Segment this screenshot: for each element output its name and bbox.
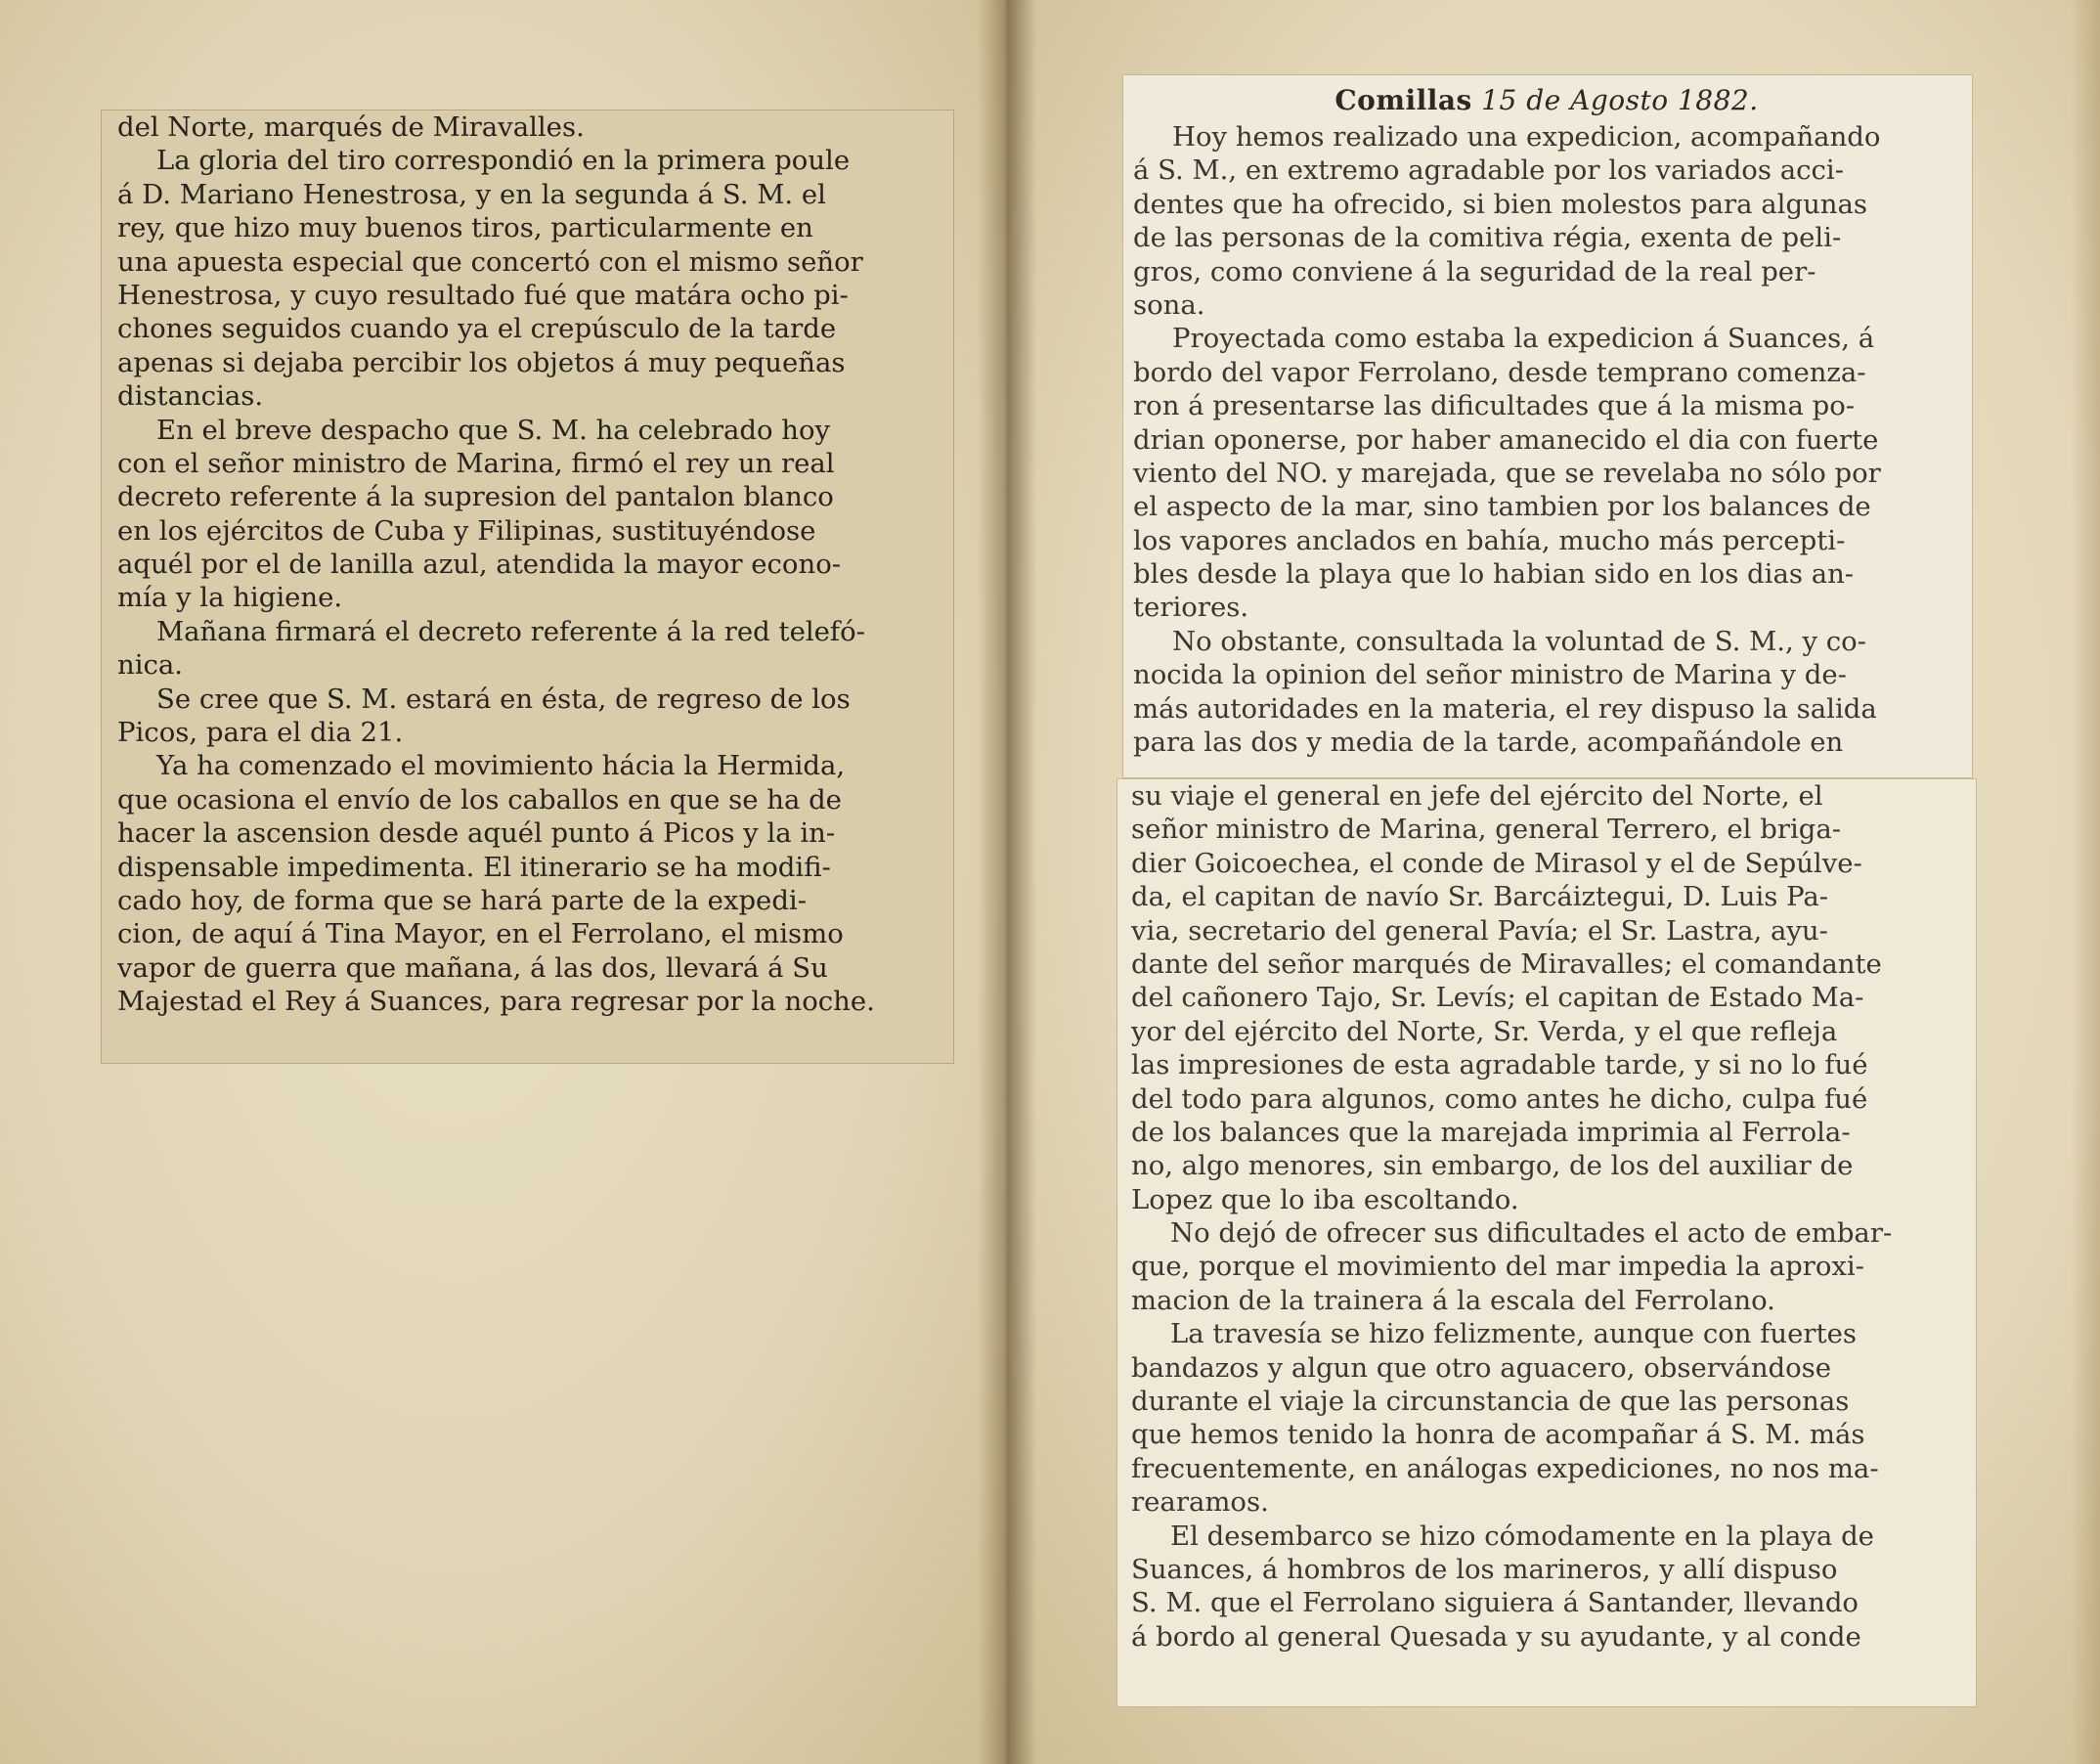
text-line: para las dos y media de la tarde, acompañándole en bbox=[1133, 727, 1844, 759]
text-line: La gloria del tiro correspondió en la primera poule bbox=[156, 145, 851, 177]
dateline bbox=[1133, 81, 1960, 120]
book-gutter bbox=[978, 0, 1036, 1764]
text-line: con el señor ministro de Marina, firmó el rey un real bbox=[117, 447, 835, 479]
text-line: una apuesta especial que concertó con el mismo señor bbox=[117, 245, 863, 278]
text-line: Ya ha comenzado el movimiento hácia la Hermida, bbox=[156, 750, 846, 782]
text-line: ron á presentarse las dificultades que á la misma po- bbox=[1133, 390, 1856, 422]
text-line: que ocasiona el envío de los caballos en que se ha de bbox=[117, 783, 842, 816]
text-line: teriores. bbox=[1133, 592, 1249, 624]
text-line: del cañonero Tajo, Sr. Levís; el capitan de Estado Ma- bbox=[1131, 982, 1864, 1014]
text-line: distancias. bbox=[117, 380, 264, 413]
text-line: rearamos. bbox=[1131, 1486, 1269, 1519]
text-line: No obstante, consultada la voluntad de S. M., y co- bbox=[1172, 625, 1866, 657]
text-line: Proyectada como estaba la expedicion á Suances, á bbox=[1172, 323, 1875, 355]
text-line: á S. M., en extremo agradable por los variados acci- bbox=[1133, 154, 1844, 187]
text-line: Se cree que S. M. estará en ésta, de regreso de los bbox=[156, 683, 851, 715]
page-edge bbox=[2071, 0, 2100, 1764]
text-line: bles desde la playa que lo habian sido en los dias an- bbox=[1133, 558, 1855, 591]
text-line: dispensable impedimenta. El itinerario se ha modifi- bbox=[117, 851, 831, 883]
text-line: más autoridades en la materia, el rey dispuso la salida bbox=[1133, 692, 1877, 725]
text-line: dier Goicoechea, el conde de Mirasol y el de Sepúlve- bbox=[1131, 847, 1862, 879]
text-line: aquél por el de lanilla azul, atendida la mayor econo- bbox=[117, 549, 842, 581]
text-line: sona. bbox=[1133, 288, 1205, 321]
text-line: Picos, para el dia 21. bbox=[117, 717, 404, 749]
text-line: que, porque el movimiento del mar impedia la aproxi- bbox=[1131, 1251, 1864, 1283]
text-line: las impresiones de esta agradable tarde, y si no lo fué bbox=[1131, 1049, 1868, 1081]
text-line: su viaje el general en jefe del ejército del Norte, el bbox=[1131, 780, 1823, 812]
text-line: macion de la trainera á la escala del Ferrolano. bbox=[1131, 1284, 1775, 1316]
text-line: El desembarco se hizo cómodamente en la playa de bbox=[1170, 1520, 1874, 1552]
text-line: decreto referente á la supresion del pantalon blanco bbox=[117, 481, 834, 513]
text-line: que hemos tenido la honra de acompañar á S. M. más bbox=[1131, 1419, 1865, 1451]
text-line: vapor de guerra que mañana, á las dos, llevará á Su bbox=[117, 951, 828, 984]
text-line: Lopez que lo iba escoltando. bbox=[1131, 1183, 1519, 1215]
text-line: Mañana firmará el decreto referente á la red telefó- bbox=[156, 615, 865, 647]
text-line: á bordo al general Quesada y su ayudante, y al conde bbox=[1131, 1620, 1861, 1653]
dateline-date: 15 de Agosto 1882. bbox=[1481, 84, 1759, 116]
text-line: Suances, á hombros de los marineros, y allí dispuso bbox=[1131, 1553, 1838, 1585]
text-line: hacer la ascension desde aquél punto á Picos y la in- bbox=[117, 817, 836, 850]
text-line: La travesía se hizo felizmente, aunque con fuertes bbox=[1170, 1318, 1857, 1350]
text-line: nica. bbox=[117, 649, 184, 682]
text-line: de los balances que la marejada imprimia al Ferrola- bbox=[1131, 1116, 1851, 1148]
text-line: bandazos y algun que otro aguacero, observándose bbox=[1131, 1351, 1832, 1384]
text-line: del todo para algunos, como antes he dicho, culpa fué bbox=[1131, 1082, 1868, 1115]
right-bottom-newspaper-clipping bbox=[1116, 778, 1977, 1707]
text-line: gros, como conviene á la seguridad de la real per- bbox=[1133, 255, 1816, 287]
text-line: No dejó de ofrecer sus dificultades el acto de embar- bbox=[1170, 1217, 1893, 1250]
text-line: Hoy hemos realizado una expedicion, acompañando bbox=[1172, 121, 1881, 153]
text-line: en los ejércitos de Cuba y Filipinas, sustituyéndose bbox=[117, 514, 816, 547]
right-top-newspaper-clipping bbox=[1122, 74, 1973, 778]
text-line: durante el viaje la circunstancia de que las personas bbox=[1131, 1386, 1850, 1418]
text-line: yor del ejército del Norte, Sr. Verda, y el que refleja bbox=[1131, 1015, 1838, 1047]
text-line: drian oponerse, por haber amanecido el dia con fuerte bbox=[1133, 423, 1879, 456]
text-line: el aspecto de la mar, sino tambien por los balances de bbox=[1133, 491, 1871, 523]
text-line: rey, que hizo muy buenos tiros, particularmente en bbox=[117, 212, 813, 244]
text-line: chones seguidos cuando ya el crepúsculo de la tarde bbox=[117, 313, 837, 345]
text-line: da, el capitan de navío Sr. Barcáiztegui, D. Luis Pa- bbox=[1131, 881, 1829, 913]
text-line: dentes que ha ofrecido, si bien molestos para algunas bbox=[1133, 188, 1867, 220]
text-line: de las personas de la comitiva régia, exenta de peli- bbox=[1133, 222, 1842, 254]
text-line: los vapores anclados en bahía, mucho más percepti- bbox=[1133, 524, 1846, 556]
text-line: señor ministro de Marina, general Terrero, el briga- bbox=[1131, 814, 1842, 846]
text-line: nocida la opinion del señor ministro de Marina y de- bbox=[1133, 659, 1847, 691]
text-line: apenas si dejaba percibir los objetos á muy pequeñas bbox=[117, 346, 846, 378]
text-line: Majestad el Rey á Suances, para regresar por la noche. bbox=[117, 986, 875, 1018]
text-line: bordo del vapor Ferrolano, desde temprano comenza- bbox=[1133, 356, 1866, 388]
text-line: del Norte, marqués de Miravalles. bbox=[117, 111, 585, 143]
dateline-place: Comillas bbox=[1334, 84, 1472, 116]
text-line: á D. Mariano Henestrosa, y en la segunda á S. M. el bbox=[117, 178, 826, 210]
text-line: S. M. que el Ferrolano siguiera á Santander, llevando bbox=[1131, 1587, 1859, 1619]
text-line: cado hoy, de forma que se hará parte de la expedi- bbox=[117, 884, 808, 916]
text-line: dante del señor marqués de Miravalles; el comandante bbox=[1131, 948, 1882, 980]
text-line: no, algo menores, sin embargo, de los del auxiliar de bbox=[1131, 1150, 1854, 1182]
text-line: via, secretario del general Pavía; el Sr. Lastra, ayu- bbox=[1131, 914, 1828, 947]
text-line: En el breve despacho que S. M. ha celebrado hoy bbox=[156, 414, 831, 446]
text-line: cion, de aquí á Tina Mayor, en el Ferrolano, el mismo bbox=[117, 918, 844, 950]
text-line: Henestrosa, y cuyo resultado fué que matára ocho pi- bbox=[117, 279, 849, 311]
text-line: viento del NO. y marejada, que se revelaba no sólo por bbox=[1133, 457, 1881, 489]
left-newspaper-clipping bbox=[101, 110, 954, 1064]
text-line: frecuentemente, en análogas expediciones, no nos ma- bbox=[1131, 1452, 1879, 1484]
text-line: mía y la higiene. bbox=[117, 582, 343, 614]
